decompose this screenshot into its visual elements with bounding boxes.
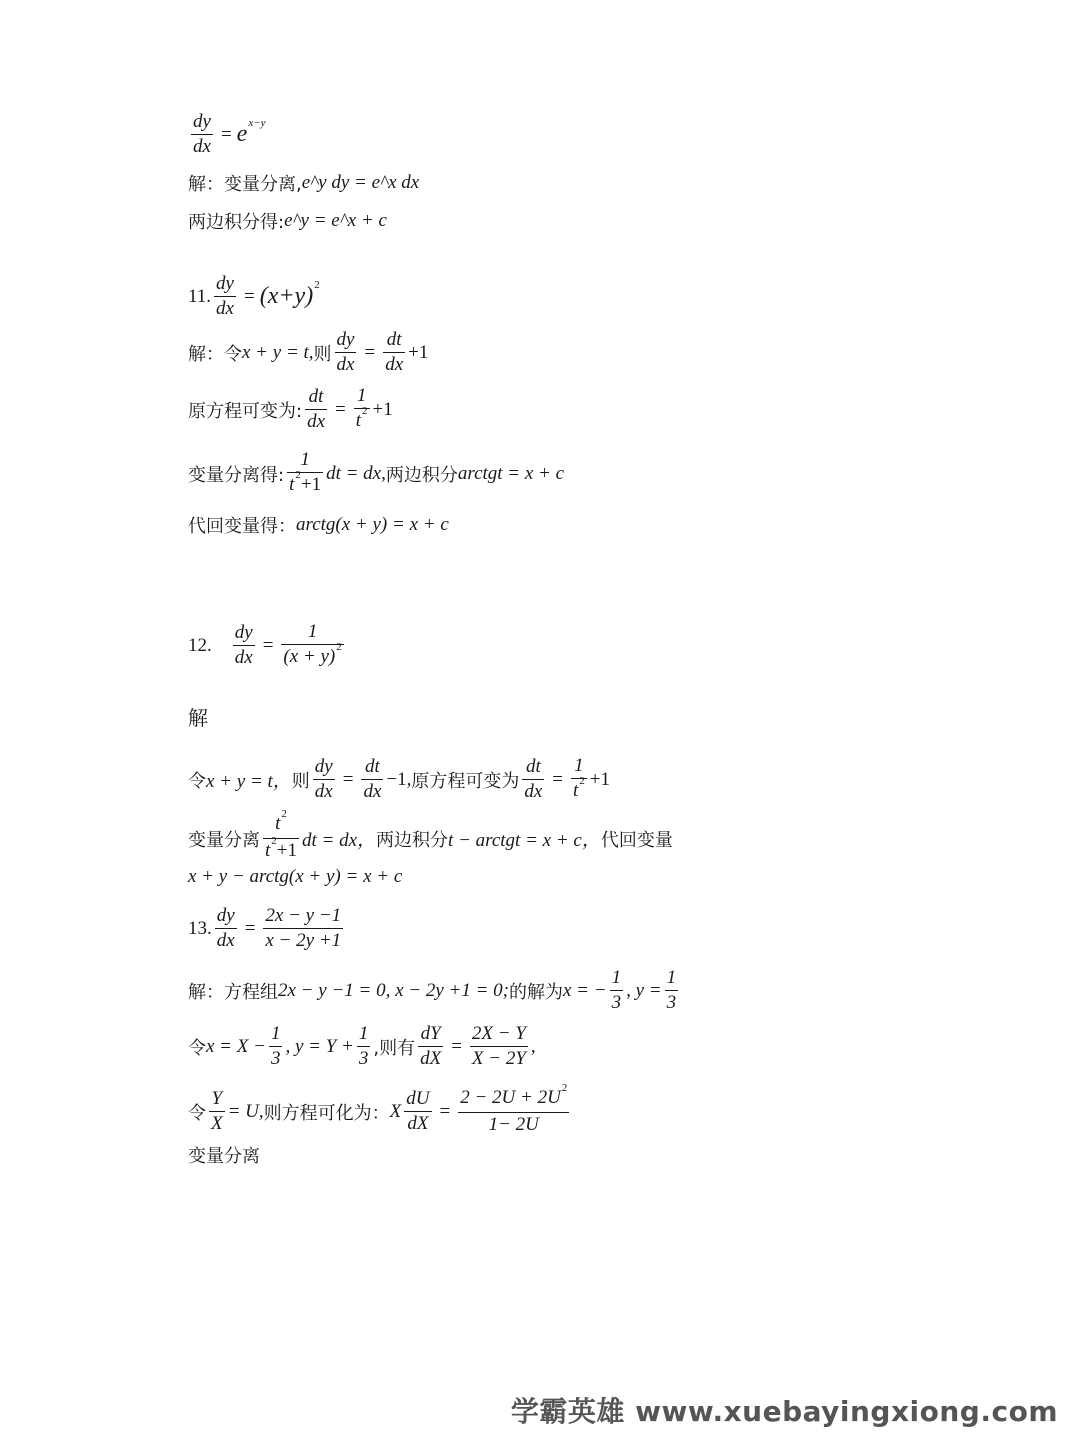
p10-equation: $\frac{dy}{dx}$ = e x−y xyxy=(193,111,266,157)
p12-step1: 令 x + y = t， 则 $\frac{dy}{dx}$ = $\frac{dt}{dx}$ −1, 原方程可变为 $\frac{dt}{dx}$ = $\frac{1}{t^2}$ +1 xyxy=(188,755,611,802)
p11-step1: 解：令 x + y = t, 则 $\frac{dy}{dx}$ = $\frac{dt}{dx}$ +1 xyxy=(188,329,429,375)
p13-equation: 13. $\frac{dy}{dx}$ = $\frac{2x - y -1}{x - 2y +1}$ xyxy=(188,905,342,951)
p11-step4: 代回变量得： arctg(x + y) = x + c xyxy=(188,514,449,537)
p13-step4: 变量分离 xyxy=(188,1146,260,1167)
p11-step2: 原方程可变为: $\frac{dt}{dx}$ = $\frac{1}{t^2}$ +1 xyxy=(188,385,393,432)
p11-equation: 11. $\frac{dy}{dx}$ = (x+y) 2 xyxy=(188,273,320,319)
p13-step3: 令 $\frac{Y}{X}$ = U, 则方程可化为： X $\frac{dU}{dX}$ = $\frac{2 - 2U + 2U^2}{1- 2U}$ xyxy=(188,1082,568,1135)
p10-step2: 两边积分得: e^y = e^x + c xyxy=(188,210,387,233)
p11-step3: 变量分离得: $\frac{1}{t^2+1}$ dt = dx, 两边积分 arctgt = x + c xyxy=(188,449,565,495)
p12-step2: 变量分离 $\frac{t^2}{t^2+1}$ dt = dx， 两边积分 t − arctgt = x + c， 代回变量 xyxy=(188,808,673,861)
p13-step1: 解：方程组 2x − y −1 = 0, x − 2y +1 = 0; 的解为 x = − $\frac{1}{3}$ , y = $\frac{1}{3}$ xyxy=(188,967,677,1013)
p13-step2: 令 x = X − $\frac{1}{3}$ , y = Y + $\frac{1}{3}$ ,则有 $\frac{dY}{dX}$ = $\frac{2X - Y}{X - 2Y}$ , xyxy=(188,1023,536,1069)
p10-step1: 解：变量分离, e^y dy = e^x dx xyxy=(188,172,420,195)
p12-step3: x + y − arctg(x + y) = x + c xyxy=(188,866,403,887)
p12-equation: 12. $\frac{dy}{dx}$ = $\frac{1}{(x + y)^2}$ xyxy=(188,621,342,668)
footer-watermark: 学霸英雄 www.xuebayingxiong.com xyxy=(510,1395,1058,1428)
p12-solution-label: 解 xyxy=(188,706,208,730)
